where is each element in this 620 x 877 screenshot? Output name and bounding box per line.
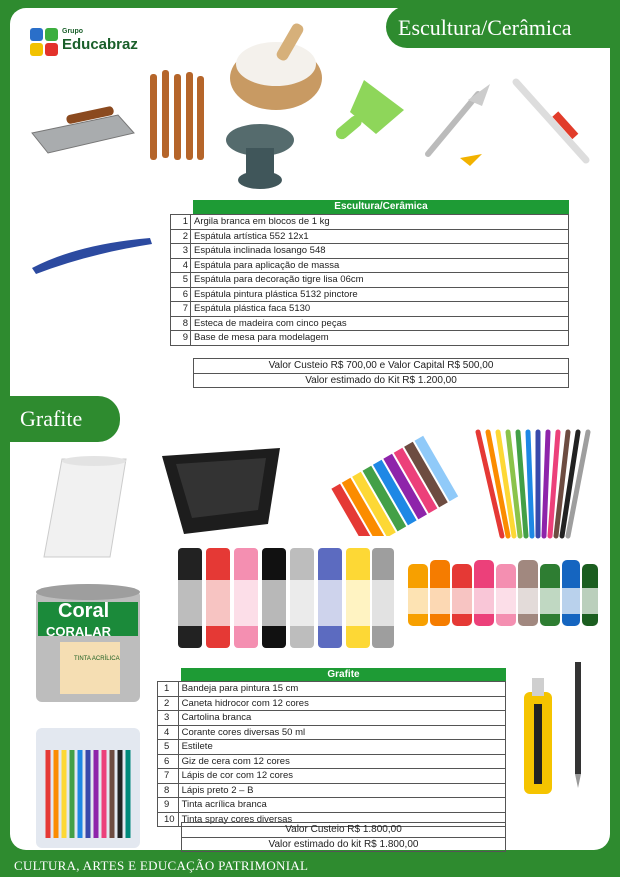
logo (28, 26, 138, 62)
coral-paint-can-icon (30, 580, 146, 706)
table-row: 10 Tinta spray cores diversas (158, 812, 506, 827)
grafite-table (157, 681, 506, 827)
paint-line-label: CORALAR (46, 624, 111, 639)
table-row: 3 Espátula inclinada losango 548 (171, 244, 569, 259)
sculpt-knife-icon (506, 74, 598, 168)
section-title-grafite: Grafite (0, 396, 120, 442)
table-row: 2 Caneta hidrocor com 12 cores (158, 696, 506, 711)
table-row: 1 Argila branca em blocos de 1 kg (171, 215, 569, 230)
clay-bowl-icon (226, 16, 326, 112)
paint-brand-label: Coral (58, 600, 110, 622)
table-row: 5 Espátula para decoração tigre lisa 06cm (171, 273, 569, 288)
table-row: 4 Espátula para aplicação de massa (171, 258, 569, 273)
table-row: 8 Lápis preto 2 – B (158, 783, 506, 798)
paint-type-label: TINTA ACRÍLICA (74, 656, 120, 662)
trowel-icon (28, 95, 136, 155)
section-title-escultura: Escultura/Cerâmica (386, 6, 610, 48)
table-row: 9 Tinta acrílica branca (158, 798, 506, 813)
pencil-icon (570, 660, 586, 790)
colored-pencils-icon (472, 428, 600, 540)
wooden-tools-icon (146, 68, 206, 164)
table-row: 6 Giz de cera com 12 cores (158, 754, 506, 769)
table-row: 9 Base de mesa para modelagem (171, 331, 569, 346)
table-row: 8 Esteca de madeira com cinco peças (171, 316, 569, 331)
escultura-value-box (193, 358, 569, 388)
blue-spatula-icon (28, 230, 154, 278)
escultura-value-line1: Valor Custeio R$ 700,00 e Valor Capital R$ 500,00 (268, 360, 494, 371)
palette-knife-icon (420, 80, 496, 170)
logo-small-text: Grupo (62, 28, 83, 35)
escultura-table (170, 214, 569, 346)
plastic-spatula-icon (328, 74, 408, 160)
grafite-table-header: Grafite (181, 668, 506, 681)
table-row: 2 Espátula artística 552 12x1 (171, 229, 569, 244)
grafite-value-line2: Valor estimado do kit R$ 1.800,00 (182, 837, 505, 851)
grafite-value-box (181, 822, 506, 852)
table-row: 7 Lápis de cor com 12 cores (158, 769, 506, 784)
table-row: 5 Estilete (158, 740, 506, 755)
table-row: 4 Corante cores diversas 50 ml (158, 725, 506, 740)
crayons-icon (316, 428, 466, 536)
box-cutter-icon (518, 674, 558, 798)
logo-name: Educabraz (62, 36, 138, 53)
escultura-value-line2: Valor estimado do Kit R$ 1.200,00 (194, 373, 568, 387)
table-row: 1 Bandeja para pintura 15 cm (158, 682, 506, 697)
spray-cans-icon (176, 540, 396, 652)
table-row: 7 Espátula plástica faca 5130 (171, 302, 569, 317)
turntable-icon (222, 118, 298, 192)
grafite-value-line1: Valor Custeio R$ 1.800,00 (285, 824, 402, 835)
logo-icon (28, 26, 62, 60)
dye-bottles-icon (406, 544, 600, 630)
marker-pens-icon (34, 726, 142, 850)
paint-tray-icon (154, 440, 294, 538)
table-row: 3 Cartolina branca (158, 711, 506, 726)
escultura-table-header: Escultura/Cerâmica (193, 200, 569, 214)
footer-text: CULTURA, ARTES E EDUCAÇÃO PATRIMONIAL (14, 858, 309, 873)
table-row: 6 Espátula pintura plástica 5132 pinctore (171, 287, 569, 302)
cardboard-roll-icon (40, 455, 132, 561)
